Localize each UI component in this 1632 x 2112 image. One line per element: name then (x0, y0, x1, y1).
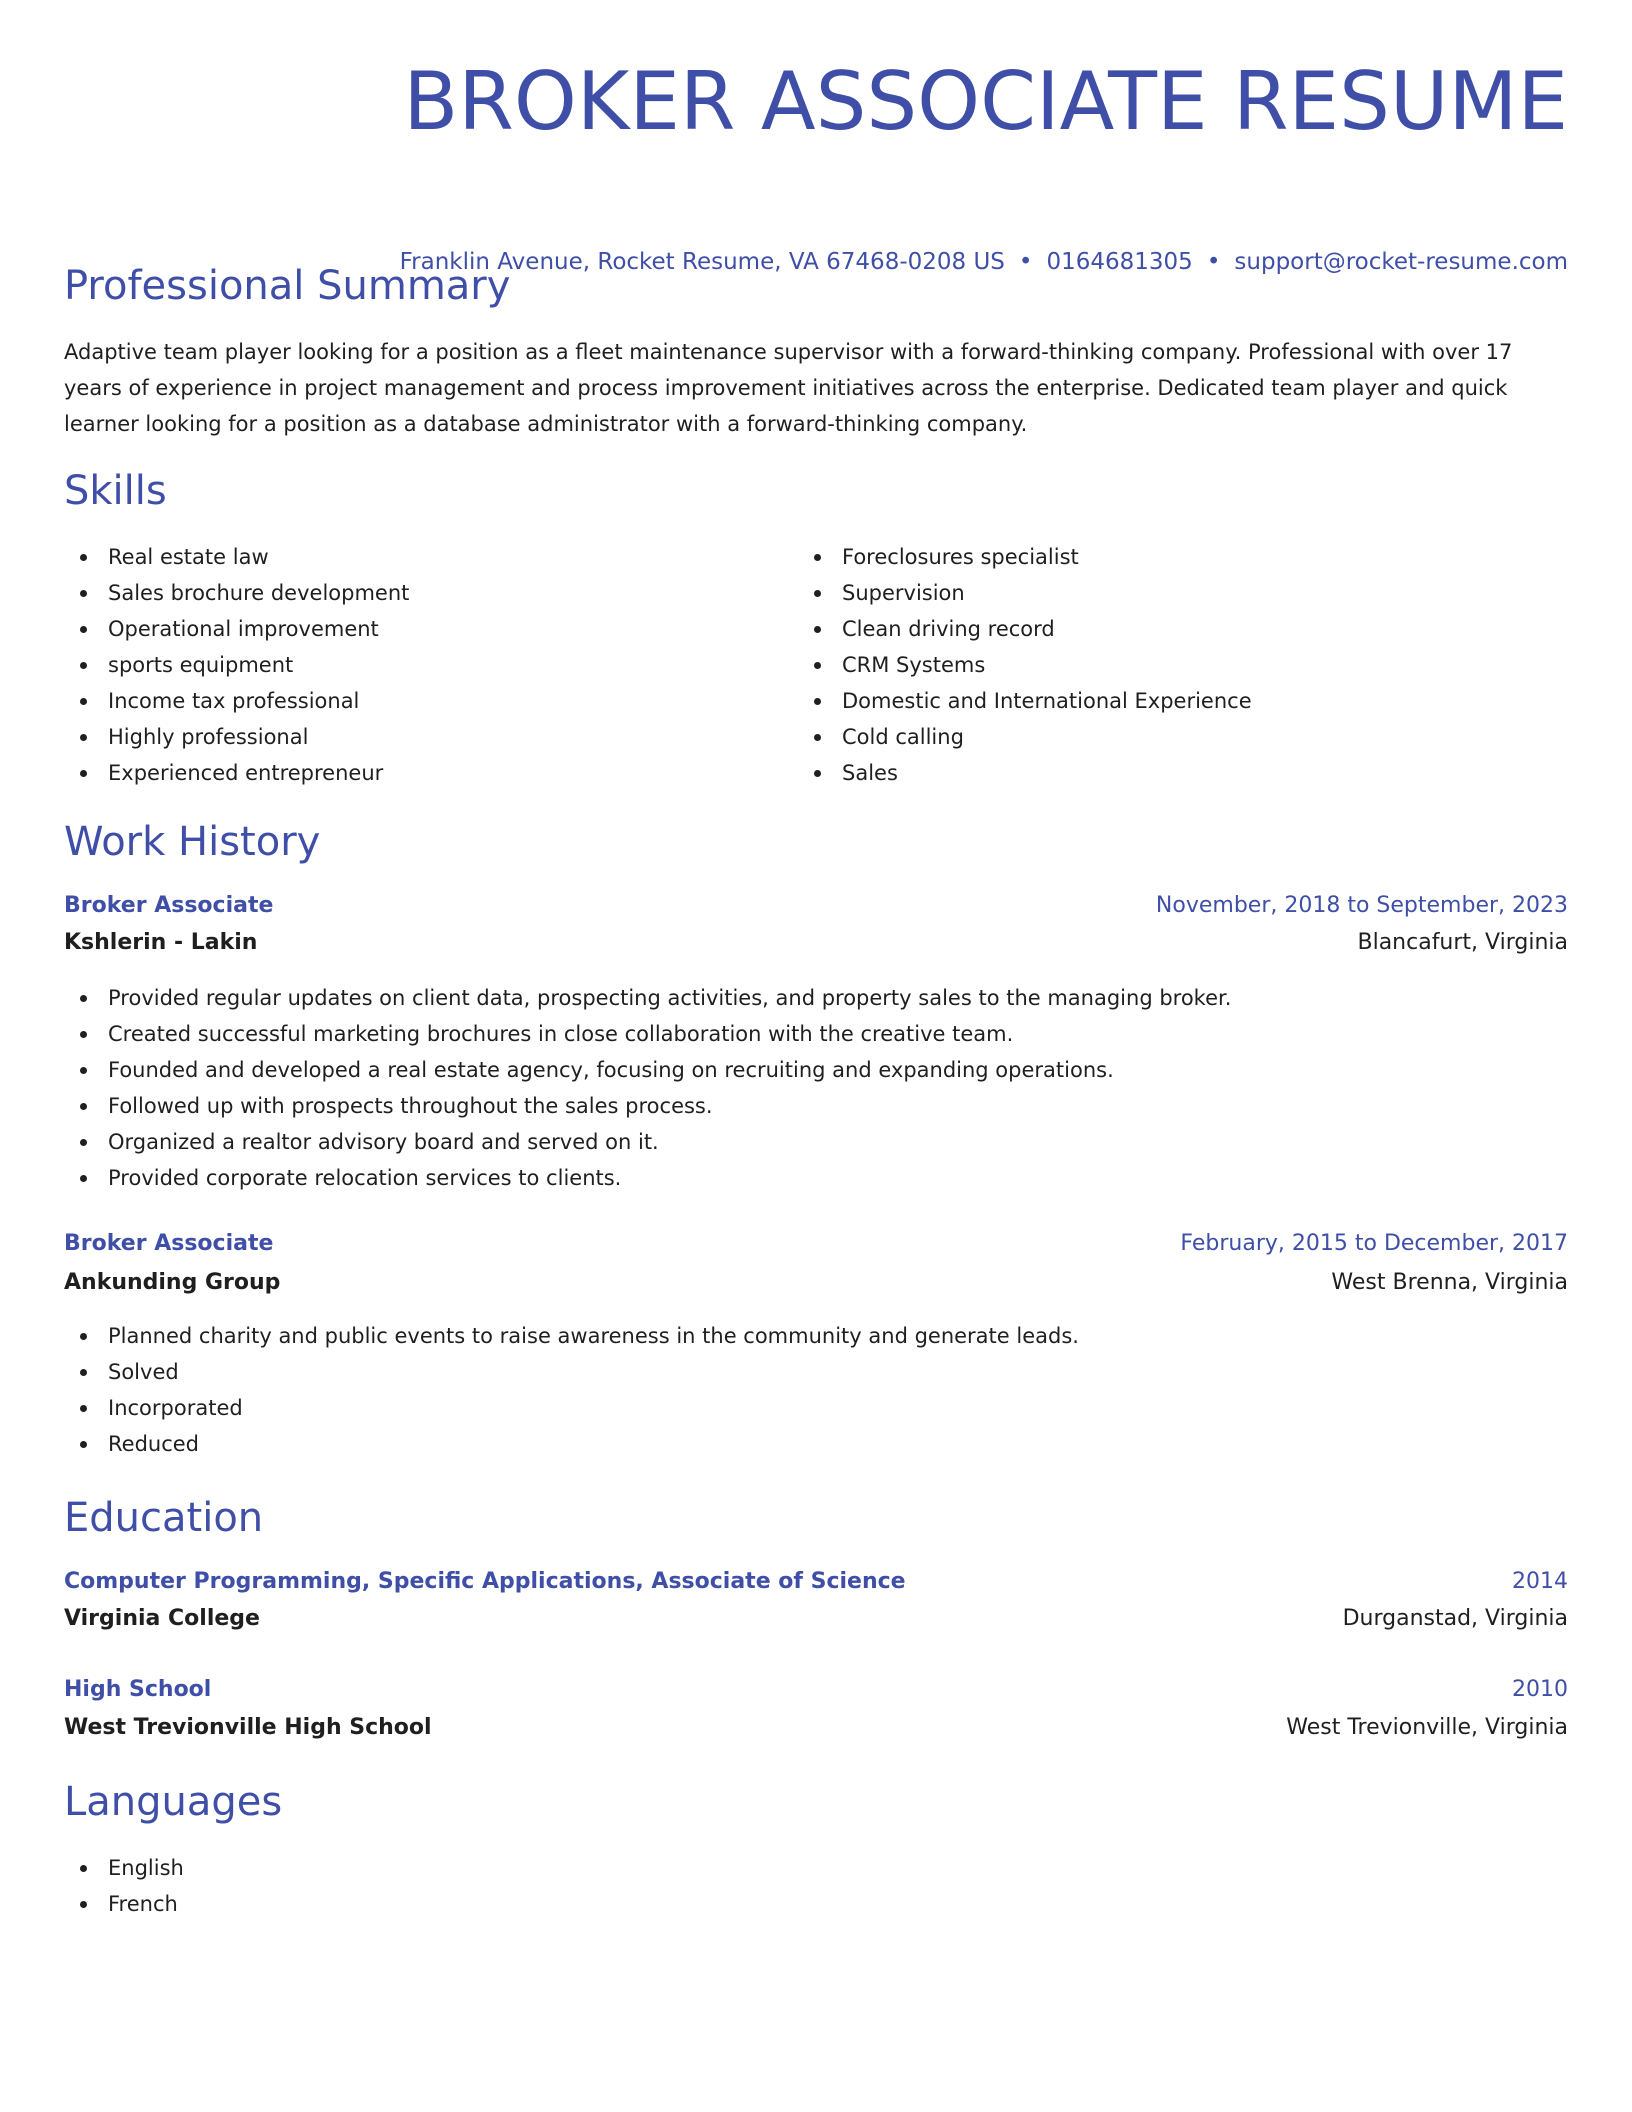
job-bullet: Organized a realtor advisory board and served on it. (64, 1124, 1568, 1160)
skill-item: CRM Systems (798, 647, 1252, 683)
job-company-row (64, 1268, 1568, 1298)
languages-heading: Languages (64, 1779, 283, 1825)
job-bullets (64, 980, 1568, 1196)
skill-item: Income tax professional (64, 683, 409, 719)
job-bullet: Planned charity and public events to raise awareness in the community and generate leads. (64, 1318, 1568, 1354)
job-location: West Brenna, Virginia (1331, 1270, 1568, 1295)
skill-item: Supervision (798, 575, 1252, 611)
skill-item: Operational improvement (64, 611, 409, 647)
education-degree: High School (64, 1677, 212, 1702)
skill-item: Cold calling (798, 719, 1252, 755)
work-heading: Work History (64, 819, 321, 865)
education-school-row (64, 1604, 1568, 1634)
contact-phone: 0164681305 (1046, 249, 1193, 275)
job-bullet: Created successful marketing brochures in close collaboration with the creative team. (64, 1016, 1568, 1052)
contact-separator: • (1206, 249, 1221, 275)
job-bullet: Followed up with prospects throughout the sales process. (64, 1088, 1568, 1124)
education-school: Virginia College (64, 1606, 260, 1631)
contact-email: support@rocket-resume.com (1234, 249, 1568, 275)
job-bullet: Founded and developed a real estate agency, focusing on recruiting and expanding operations. (64, 1052, 1568, 1088)
skill-item: Sales (798, 755, 1252, 791)
job-title-row (64, 1229, 1568, 1259)
job-company-row (64, 928, 1568, 958)
job-title-row (64, 891, 1568, 921)
skill-item: Experienced entrepreneur (64, 755, 409, 791)
contact-separator: • (1018, 249, 1033, 275)
skill-item: Foreclosures specialist (798, 539, 1252, 575)
summary-text: Adaptive team player looking for a position as a fleet maintenance supervisor with a forward-thinking company. Professional with over 17 years of experience in project management and process improvement initiatives across the enterprise. Dedicated team player and quick learner looking for a position as a database administrator with a forward-thinking company. (64, 340, 1513, 436)
job-bullet: Provided corporate relocation services to clients. (64, 1160, 1568, 1196)
job-bullet: Solved (64, 1354, 1568, 1390)
education-location: West Trevionville, Virginia (1286, 1715, 1568, 1740)
education-year: 2010 (1512, 1677, 1568, 1702)
language-item: English (64, 1850, 1568, 1886)
resume-title: BROKER ASSOCIATE RESUME (403, 55, 1568, 148)
education-degree: Computer Programming, Specific Applications, Associate of Science (64, 1569, 906, 1594)
job-title: Broker Associate (64, 893, 274, 918)
education-heading: Education (64, 1495, 264, 1541)
skill-item: Clean driving record (798, 611, 1252, 647)
education-location: Durganstad, Virginia (1342, 1606, 1568, 1631)
contact-line (400, 247, 1568, 277)
skills-list-right (798, 539, 1252, 791)
languages-list (64, 1850, 1568, 1922)
job-dates: February, 2015 to December, 2017 (1180, 1231, 1568, 1256)
job-company: Ankunding Group (64, 1270, 281, 1295)
job-dates: November, 2018 to September, 2023 (1155, 893, 1568, 918)
skill-item: sports equipment (64, 647, 409, 683)
job-bullet: Reduced (64, 1426, 1568, 1462)
education-school: West Trevionville High School (64, 1715, 432, 1740)
skill-item: Highly professional (64, 719, 409, 755)
language-item: French (64, 1886, 1568, 1922)
job-bullet: Incorporated (64, 1390, 1568, 1426)
skill-item: Domestic and International Experience (798, 683, 1252, 719)
skills-list-left (64, 539, 409, 791)
skill-item: Sales brochure development (64, 575, 409, 611)
education-year: 2014 (1512, 1569, 1568, 1594)
job-bullets (64, 1318, 1568, 1462)
job-title: Broker Associate (64, 1231, 274, 1256)
skill-item: Real estate law (64, 539, 409, 575)
contact-address: Franklin Avenue, Rocket Resume, VA 67468-0208 US (399, 249, 1005, 275)
education-school-row (64, 1713, 1568, 1743)
education-degree-row (64, 1567, 1568, 1597)
job-bullet: Provided regular updates on client data, prospecting activities, and property sales to the managing broker. (64, 980, 1568, 1016)
summary-heading: Professional Summary (64, 263, 511, 309)
job-location: Blancafurt, Virginia (1357, 930, 1568, 955)
education-degree-row (64, 1675, 1568, 1705)
job-company: Kshlerin - Lakin (64, 930, 258, 955)
skills-heading: Skills (64, 468, 167, 514)
